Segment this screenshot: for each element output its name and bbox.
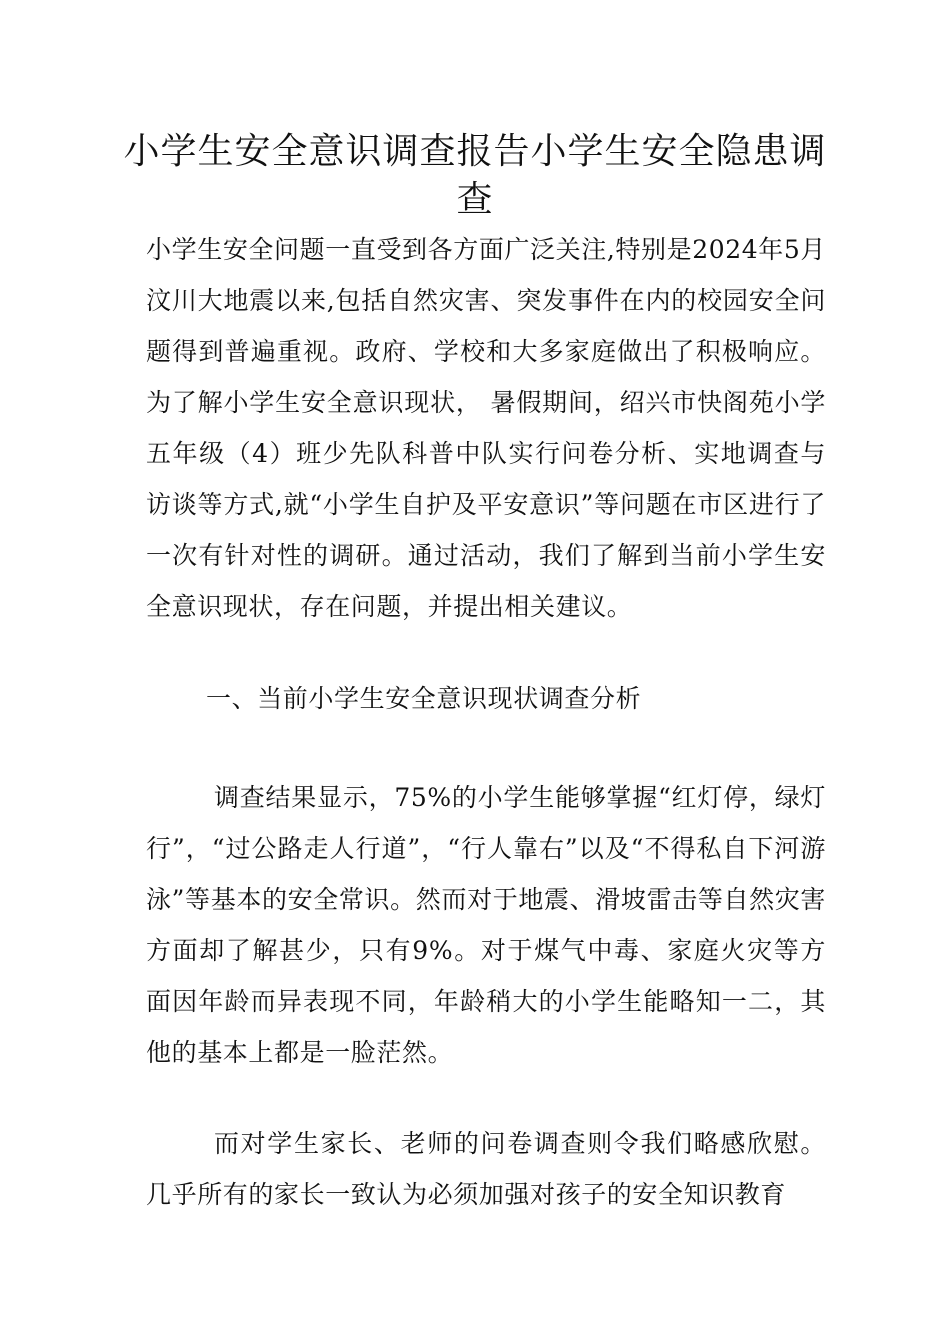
results-paragraph: 调查结果显示，75%的小学生能够掌握“红灯停，绿灯行”，“过公路走人行道”，“行人靠右”以及“不得私自下河游泳”等基本的安全常识。然而对于地震、滑坡雷击等自然灾害方面却了解甚少，只有9%。对于煤气中毒、家庭火灾等方面因年龄而异表现不同，年龄稍大的小学生能略知一二，其他的基本上都是一脸茫然。 xyxy=(146,783,826,1067)
document-title: 小学生安全意识调查报告小学生安全隐患调查 xyxy=(123,131,827,220)
parents-paragraph: 而对学生家长、老师的问卷调查则令我们略感欣慰。几乎所有的家长一致认为必须加强对孩子的安全知识教育 xyxy=(146,1129,826,1209)
intro-paragraph: 小学生安全问题一直受到各方面广泛关注,特别是2024年5月汶川大地震以来,包括自然灾害、突发事件在内的校园安全问题得到普遍重视。政府、学校和大多家庭做出了积极响应。为了解小学生安全意识现状， 暑假期间，绍兴市快阁苑小学五年级（4）班少先队科普中队实行问卷分析、实地调查与访谈等方式,就“小学生自护及平安意识”等问题在市区进行了一次有针对性的调研。通过活动，我们了解到当前小学生安全意识现状，存在问题，并提出相关建议。 xyxy=(146,235,826,621)
section-heading: 一、当前小学生安全意识现状调查分析 xyxy=(206,684,642,713)
